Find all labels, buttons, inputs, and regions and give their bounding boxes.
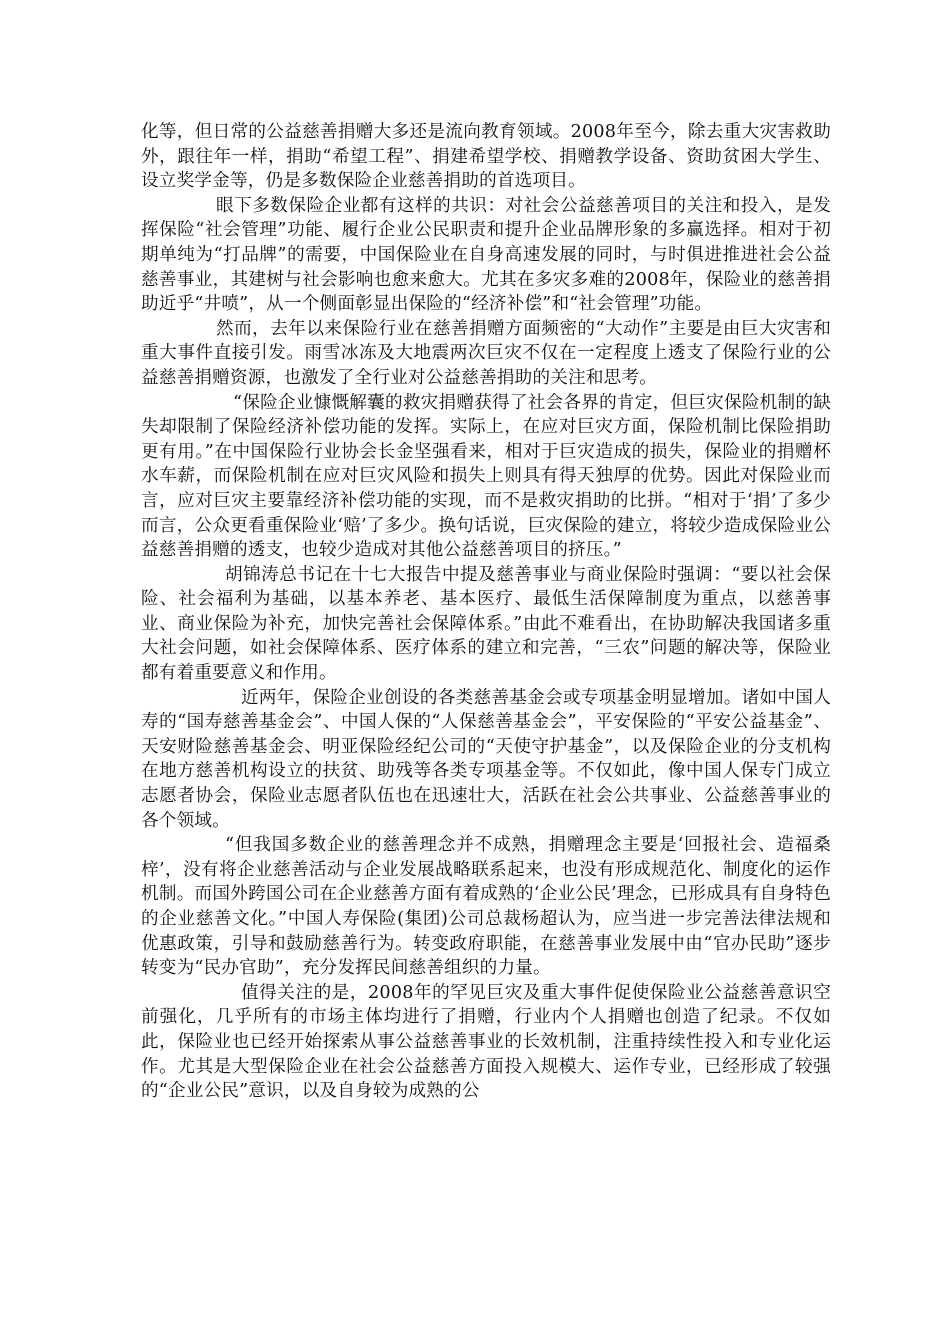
paragraph-1: 化等，但日常的公益慈善捐赠大多还是流向教育领域。2008年至今，除去重大灾害救助外，跟往年一样，捐助“希望工程”、捐建希望学校、捐赠教学设备、资助贫困大学生、设立奖学金等，仍是多数保险企业慈善捐助的首选项目。 [141, 122, 831, 192]
paragraph-4: “保险企业慷慨解囊的救灾捐赠获得了社会各界的肯定，但巨灾保险机制的缺失却限制了保险经济补偿功能的发挥。实际上，在应对巨灾方面，保险机制比保险捐助更有用。”在中国保险行业协会长金坚强看来，相对于巨灾造成的损失，保险业的捐赠杯水车薪，而保险机制在应对巨灾风险和损失上则具有得天独厚的优势。因此对保险业而言，应对巨灾主要靠经济补偿功能的实现，而不是救灾捐助的比拼。“相对于‘捐’了多少而言，公众更看重保险业‘赔’了多少。换句话说，巨灾保险的建立，将较少造成保险业公益慈善捐赠的透支，也较少造成对其他公益慈善项目的挤压。” [141, 392, 831, 561]
paragraph-6: 近两年，保险企业创设的各类慈善基金会或专项基金明显增加。诸如中国人寿的“国寿慈善基金会”、中国人保的“人保慈善基金会”，平安保险的“平安公益基金”、天安财险慈善基金会、明亚保险经纪公司的“天使守护基金”，以及保险企业的分支机构在地方慈善机构设立的扶贫、助残等各类专项基金等。不仅如此，像中国人保专门成立志愿者协会，保险业志愿者队伍也在迅速壮大，活跃在社会公共事业、公益慈善事业的各个领域。 [141, 687, 831, 831]
paragraph-2: 眼下多数保险企业都有这样的共识：对社会公益慈善项目的关注和投入，是发挥保险“社会管理”功能、履行企业公民职责和提升企业品牌形象的多赢选择。相对于初期单纯为“打品牌”的需要，中国保险业在自身高速发展的同时，与时俱进推进社会公益慈善事业，其建树与社会影响也愈来愈大。尤其在多灾多难的2008年，保险业的慈善捐助近乎“井喷”，从一个侧面彰显出保险的“经济补偿”和“社会管理”功能。 [141, 195, 831, 315]
paragraph-3: 然而，去年以来保险行业在慈善捐赠方面频密的“大动作”主要是由巨大灾害和重大事件直接引发。雨雪冰冻及大地震两次巨灾不仅在一定程度上透支了保险行业的公益慈善捐赠资源，也激发了全行业对公益慈善捐助的关注和思考。 [141, 318, 831, 388]
paragraph-5: 胡锦涛总书记在十七大报告中提及慈善事业与商业保险时强调：“要以社会保险、社会福利为基础，以基本养老、基本医疗、最低生活保障制度为重点，以慈善事业、商业保险为补充，加快完善社会保障体系。”由此不难看出，在协助解决我国诸多重大社会问题，如社会保障体系、医疗体系的建立和完善，“三农”问题的解决等，保险业都有着重要意义和作用。 [141, 564, 831, 684]
article-body [141, 120, 831, 1104]
paragraph-7: “但我国多数企业的慈善理念并不成熟，捐赠理念主要是‘回报社会、造福桑梓’，没有将企业慈善活动与企业发展战略联系起来，也没有形成规范化、制度化的运作机制。而国外跨国公司在企业慈善方面有着成熟的‘企业公民’理念，已形成具有自身特色的企业慈善文化。”中国人寿保险(集团)公司总裁杨超认为，应当进一步完善法律法规和优惠政策，引导和鼓励慈善行为。转变政府职能，在慈善事业发展中由“官办民助”逐步转变为“民办官助”，充分发挥民间慈善组织的力量。 [141, 835, 831, 979]
paragraph-8: 值得关注的是，2008年的罕见巨灾及重大事件促使保险业公益慈善意识空前强化，几乎所有的市场主体均进行了捐赠，行业内个人捐赠也创造了纪录。不仅如此，保险业也已经开始探索从事公益慈善事业的长效机制，注重持续性投入和专业化运作。尤其是大型保险企业在社会公益慈善方面投入规模大、运作专业，已经形成了较强的“企业公民”意识，以及自身较为成熟的公 [141, 982, 831, 1102]
